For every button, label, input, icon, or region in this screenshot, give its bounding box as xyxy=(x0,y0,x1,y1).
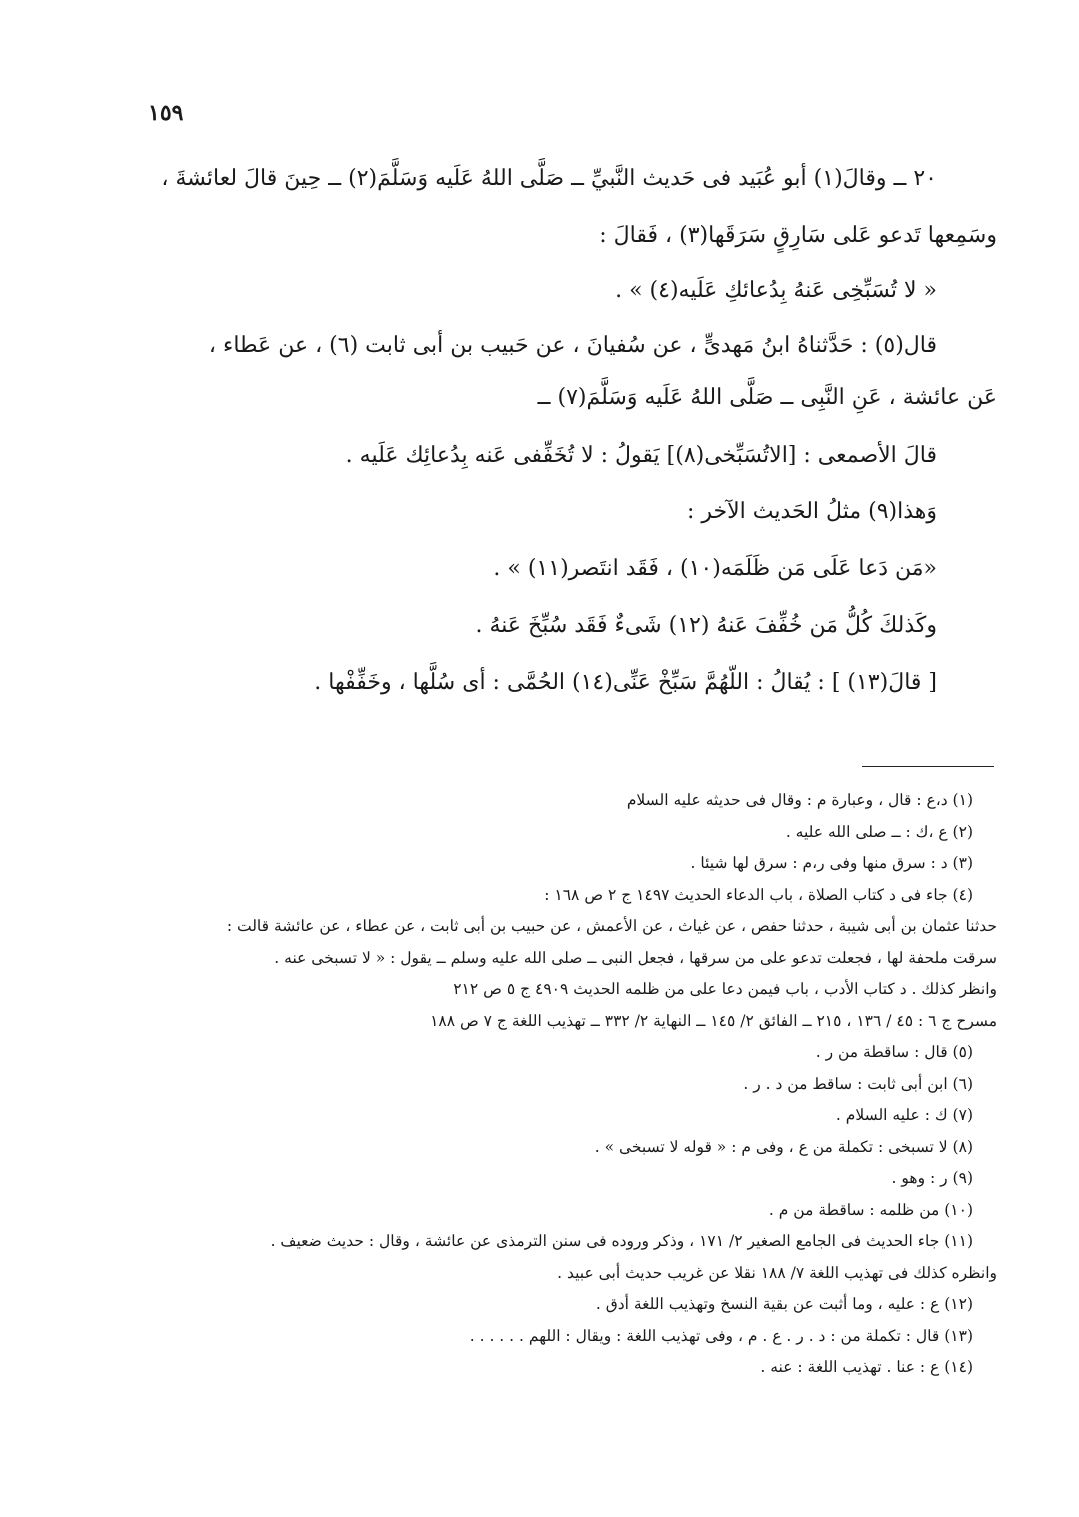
footnote: (١٣) قال : تكملة من : د . ر . ع . م ، وفى تهذيب اللغة : ويقال : اللهم . . . . . . xyxy=(469,1326,973,1345)
body-line: قال(٥) : حَدَّثناهُ ابنُ مَهدىٍّ ، عن سُفيانَ ، عن حَبيب بن أبى ثابت (٦) ، عن عَطاء ، xyxy=(208,333,937,358)
footnote: (٨) لا تسبخى : تكملة من ع ، وفى م : « قوله لا تسبخى » . xyxy=(594,1137,973,1156)
footnote-continuation: مسرح ج ٦ : ٤٥ / ١٣٦ ، ٢١٥ ــ الفائق ٢/ ١٤٥ ــ النهاية ٢/ ٣٣٢ ــ تهذيب اللغة ج ٧ ص ١٨٨ xyxy=(430,1011,997,1030)
body-line: ٢٠ ــ وقالَ(١) أبو عُبَيد فى حَديث النَّبيِّ ــ صَلَّى اللهُ عَلَيه وَسَلَّمَ(٢) ــ حِينَ قالَ لعائشةَ ، xyxy=(161,166,937,191)
footnote: (٦) ابن أبى ثابت : ساقط من د . ر . xyxy=(743,1074,973,1093)
footnote-continuation: وانظر كذلك . د كتاب الأدب ، باب فيمن دعا على من ظلمه الحديث ٤٩٠٩ ج ٥ ص ٢١٢ xyxy=(453,980,997,998)
body-line: قالَ الأصمعى : [الاتُسَبِّخى(٨)] يَقولُ : لا تُخَفِّفى عَنه بِدُعائِك عَلَيه . xyxy=(345,443,937,468)
body-line: وكَذلكَ كُلُّ مَن خُفِّفَ عَنهُ (١٢) شَىءٌ فَقَد سُبِّخَ عَنهُ . xyxy=(475,613,937,638)
body-line: « لا تُسَبِّخِى عَنهُ بِدُعائكِ عَلَيه(٤) » . xyxy=(615,278,937,303)
footnote-separator xyxy=(862,766,994,767)
footnote: (١) د،ع : قال ، وعبارة م : وقال فى حديثه عليه السلام xyxy=(626,791,973,809)
footnote: (٣) د : سرق منها وفى ر،م : سرق لها شيئا . xyxy=(690,854,973,872)
footnote: (٥) قال : ساقطة من ر . xyxy=(815,1043,973,1061)
footnotes xyxy=(97,785,997,1384)
footnote: (١١) جاء الحديث فى الجامع الصغير ٢/ ١٧١ ، وذكر وروده فى سنن الترمذى عن عائشة ، وقال : حديث ضعيف . xyxy=(270,1232,973,1250)
footnote-continuation: وانظره كذلك فى تهذيب اللغة ٧/ ١٨٨ نقلا عن غريب حديث أبى عبيد . xyxy=(557,1263,997,1282)
footnote: (٤) جاء فى د كتاب الصلاة ، باب الدعاء الحديث ١٤٩٧ ج ٢ ص ١٦٨ : xyxy=(544,885,973,904)
body-line: وسَمِعها تَدعو عَلى سَارِقٍ سَرَقَها(٣) ، فَقالَ : xyxy=(599,223,997,248)
body-line: «مَن دَعا عَلَى مَن ظَلَمَه(١٠) ، فَقَد انتَصر(١١) » . xyxy=(493,556,937,581)
page-number: ١٥٩ xyxy=(148,100,184,126)
footnote-continuation: حدثنا عثمان بن أبى شيبة ، حدثنا حفص ، عن غياث ، عن الأعمش ، عن حبيب بن أبى ثابت ، عن عطاء ، عن عائشة قالت : xyxy=(226,917,997,935)
body-line: [ قالَ(١٣) ] : يُقالُ : اللّهُمَّ سَبِّخْ عَنِّى(١٤) الحُمَّى : أى سُلَّها ، وخَفِّفْها . xyxy=(314,670,937,695)
body-line: وَهذا(٩) مثلُ الحَديث الآخر : xyxy=(686,499,937,524)
footnote: (٧) ك : عليه السلام . xyxy=(835,1106,973,1124)
footnote: (٩) ر : وهو . xyxy=(891,1169,973,1187)
footnote-continuation: سرقت ملحفة لها ، فجعلت تدعو على من سرقها ، فجعل النبى ــ صلى الله عليه وسلم ــ يقول : « لا تسبخى عنه . xyxy=(274,948,997,967)
body-line: عَن عائشة ، عَنِ النَّبِى ــ صَلَّى اللهُ عَلَيه وَسَلَّمَ(٧) ــ xyxy=(537,385,997,410)
footnote: (١٢) ع : عليه ، وما أثبت عن بقية النسخ وتهذيب اللغة أدق . xyxy=(595,1295,973,1313)
footnote: (١٤) ع : عنا . تهذيب اللغة : عنه . xyxy=(760,1358,973,1376)
footnote: (٢) ع ،ك : ــ صلى الله عليه . xyxy=(785,822,973,841)
footnote: (١٠) من ظلمه : ساقطة من م . xyxy=(768,1200,973,1219)
